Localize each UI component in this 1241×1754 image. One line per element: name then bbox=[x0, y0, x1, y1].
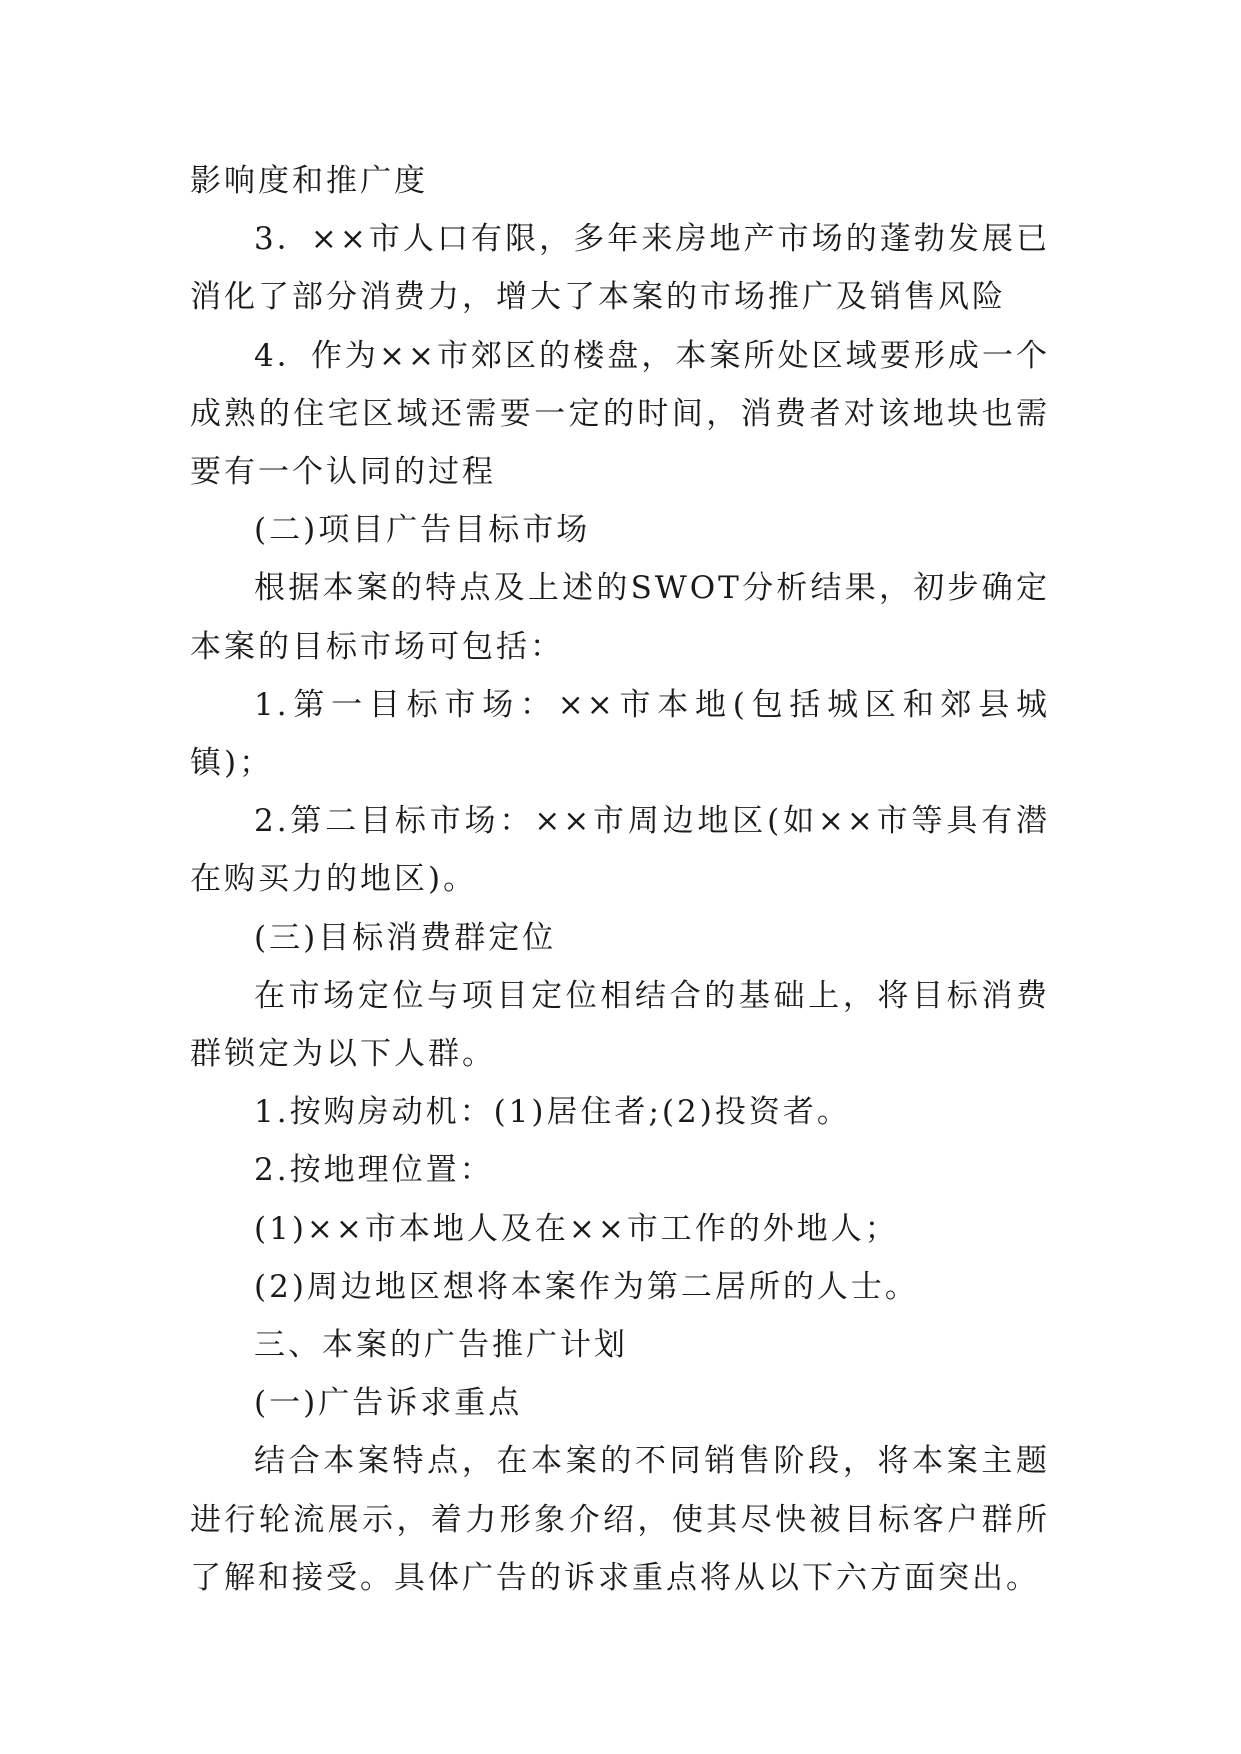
section-heading: (一)广告诉求重点 bbox=[254, 1385, 523, 1422]
paragraph: 结合本案特点，在本案的不同销售阶段，将本案主题进行轮流展示，着力形象介绍，使其尽快被目标客户群所了解和接受。具体广告的诉求重点将从以下六方面突出。 bbox=[190, 1443, 1050, 1596]
list-item: 1.第一目标市场：××市本地(包括城区和郊县城镇)； bbox=[190, 686, 1050, 782]
paragraph: 4．作为××市郊区的楼盘，本案所处区域要形成一个成熟的住宅区域还需要一定的时间，消费者对该地块也需要有一个认同的过程 bbox=[190, 337, 1050, 491]
document-body bbox=[190, 152, 1050, 1607]
paragraph: 在市场定位与项目定位相结合的基础上，将目标消费群锁定为以下人群。 bbox=[190, 977, 1050, 1073]
list-item: 1.按购房动机：(1)居住者;(2)投资者。 bbox=[254, 1094, 851, 1131]
section-heading: (三)目标消费群定位 bbox=[254, 919, 557, 956]
list-item: 2.第二目标市场：××市周边地区(如××市等具有潜在购买力的地区)。 bbox=[190, 803, 1050, 898]
paragraph: 影响度和推广度 bbox=[190, 163, 428, 199]
list-item: (2)周边地区想将本案作为第二居所的人士。 bbox=[254, 1268, 919, 1305]
section-heading: (二)项目广告目标市场 bbox=[254, 512, 591, 549]
list-item: 2.按地理位置： bbox=[254, 1152, 494, 1189]
paragraph: 根据本案的特点及上述的SWOT分析结果，初步确定本案的目标市场可包括： bbox=[190, 570, 1050, 665]
paragraph: 3．××市人口有限，多年来房地产市场的蓬勃发展已消化了部分消费力，增大了本案的市场推广及销售风险 bbox=[190, 221, 1050, 316]
chapter-heading: 三、本案的广告推广计划 bbox=[254, 1327, 628, 1364]
list-item: (1)××市本地人及在××市工作的外地人； bbox=[254, 1210, 899, 1247]
